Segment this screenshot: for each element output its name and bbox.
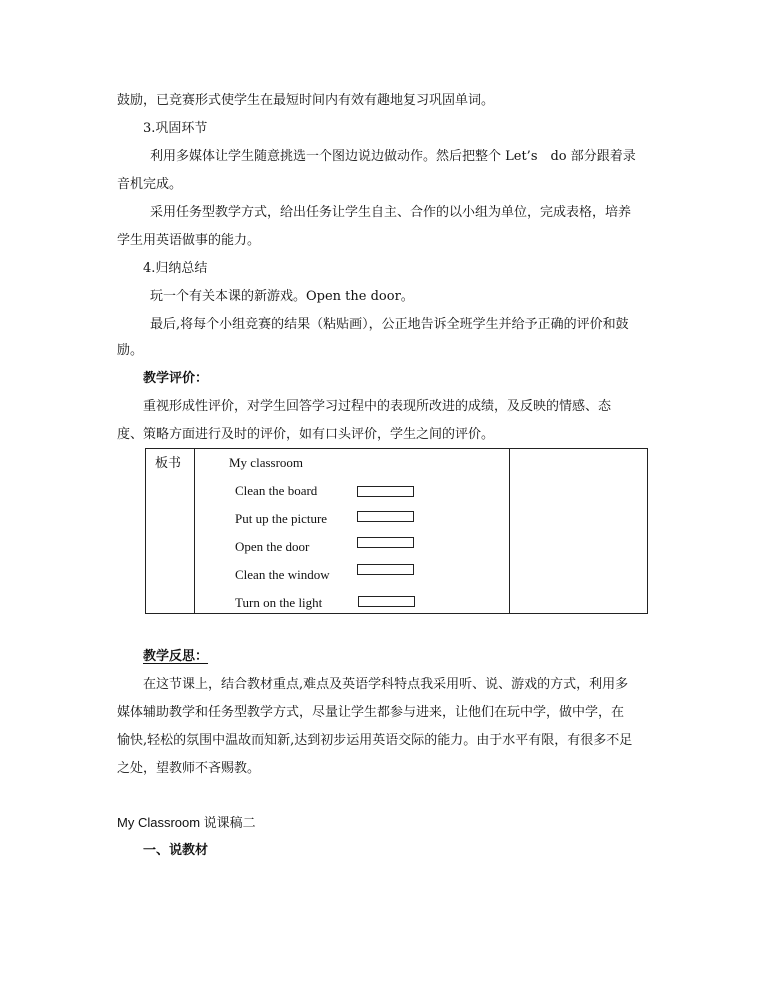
board-answer-box: [357, 511, 414, 522]
board-item-open-door: Open the door: [235, 539, 310, 554]
paragraph-final: 最后,将每个小组竞赛的结果（粘贴画），公正地告诉全班学生并给予正确的评价和鼓: [150, 317, 629, 332]
board-divider-left: [194, 449, 195, 613]
section-heading-textbook: 一、说教材: [143, 843, 209, 858]
paragraph-reflection: 在这节课上，结合教材重点,难点及英语学科特点我采用听、说、游戏的方式，利用多: [143, 677, 629, 692]
blackboard-table: [145, 448, 648, 614]
heading-evaluation: 教学评价：: [143, 371, 209, 386]
board-title: My classroom: [229, 455, 304, 470]
board-answer-box: [357, 486, 414, 497]
heading-consolidation: 3.巩固环节: [143, 121, 208, 136]
board-divider-right: [509, 449, 510, 613]
board-item-clean-board: Clean the board: [235, 483, 318, 498]
board-answer-box: [358, 596, 415, 607]
paragraph-task-based: 采用任务型教学方式，给出任务让学生自主、合作的以小组为单位，完成表格，培养: [150, 205, 632, 220]
paragraph-multimedia: 利用多媒体让学生随意挑选一个图边说边做动作。然后把整个 Let’s do 部分跟着录: [150, 149, 636, 164]
next-document-title: My Classroom 说课稿二: [117, 815, 256, 830]
paragraph-final-cont: 励。: [117, 343, 144, 358]
board-item-clean-window: Clean the window: [235, 567, 330, 582]
paragraph-evaluation-cont: 度、策略方面进行及时的评价，如有口头评价，学生之间的评价。: [117, 427, 495, 442]
paragraph-reflection-2: 媒体辅助教学和任务型教学方式，尽量让学生都参与进来，让他们在玩中学，做中学，在: [117, 705, 625, 720]
paragraph-multimedia-cont: 音机完成。: [117, 177, 183, 192]
board-label: 板书: [155, 455, 182, 470]
board-answer-box: [357, 537, 414, 548]
paragraph-reflection-4: 之处，望教师不吝赐教。: [117, 761, 261, 776]
paragraph-new-game: 玩一个有关本课的新游戏。Open the door。: [150, 289, 414, 304]
board-answer-box: [357, 564, 414, 575]
paragraph-evaluation: 重视形成性评价，对学生回答学习过程中的表现所改进的成绩，及反映的情感、态: [143, 399, 612, 414]
paragraph-encouragement: 鼓励，已竞赛形式使学生在最短时间内有效有趣地复习巩固单词。: [117, 93, 495, 108]
paragraph-task-based-cont: 学生用英语做事的能力。: [117, 233, 261, 248]
heading-summary: 4.归纳总结: [143, 261, 208, 276]
heading-reflection: 教学反思：: [143, 649, 209, 664]
paragraph-reflection-3: 愉快,轻松的氛围中温故而知新,达到初步运用英语交际的能力。由于水平有限，有很多不足: [117, 733, 633, 748]
board-item-turn-on-light: Turn on the light: [235, 595, 323, 610]
board-item-put-up-picture: Put up the picture: [235, 511, 328, 526]
